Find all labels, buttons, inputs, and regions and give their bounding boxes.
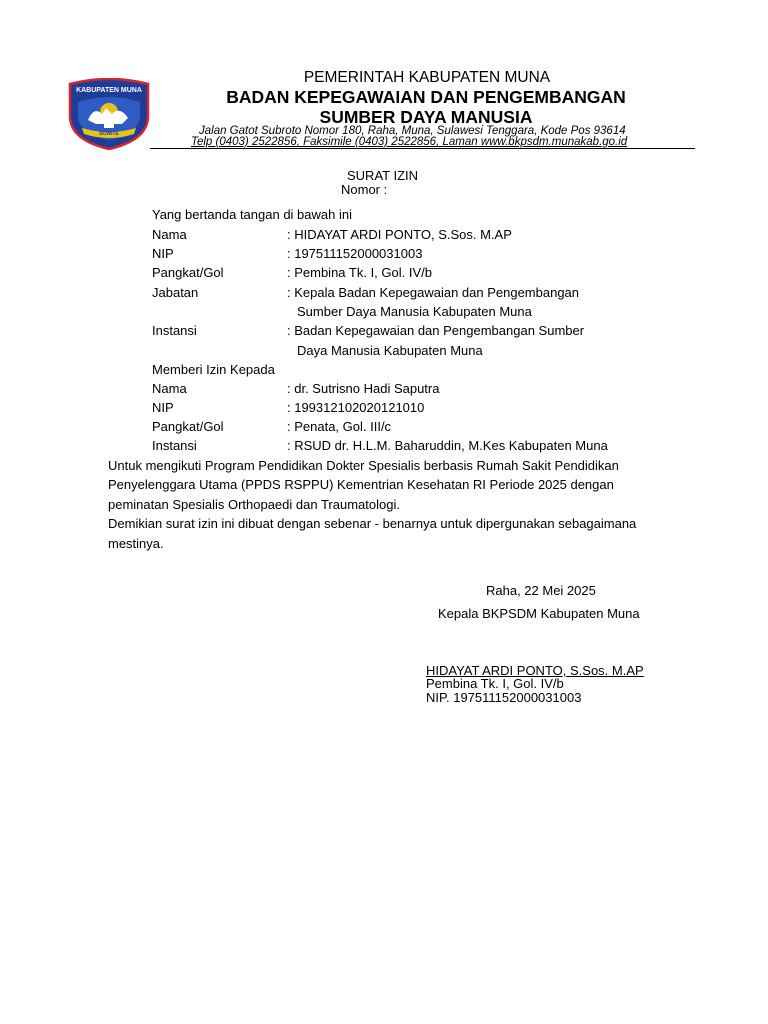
- body-paragraph-1-line-1: Untuk mengikuti Program Pendidikan Dokter Spesialis berbasis Rumah Sakit Pendidikan: [108, 458, 619, 473]
- grant-heading: Memberi Izin Kepada: [152, 362, 275, 377]
- svg-text:KABUPATEN MUNA: KABUPATEN MUNA: [76, 87, 142, 94]
- recipient-name-value: : dr. Sutrisno Hadi Saputra: [287, 381, 440, 396]
- header-contact: Telp (0403) 2522856, Faksimile (0403) 2522856, Laman www.bkpsdm.munakab.go.id: [191, 136, 628, 148]
- body-paragraph-1-line-2: Penyelenggara Utama (PPDS RSPPU) Kementrian Kesehatan RI Periode 2025 dengan: [108, 477, 614, 492]
- signer-agency-value-cont: Daya Manusia Kabupaten Muna: [297, 343, 483, 358]
- intro-text: Yang bertanda tangan di bawah ini: [152, 207, 352, 222]
- signer-position-value-cont: Sumber Daya Manusia Kabupaten Muna: [297, 304, 532, 319]
- recipient-nip-label: NIP: [152, 400, 174, 415]
- signer-rank-value: : Pembina Tk. I, Gol. IV/b: [287, 265, 432, 280]
- signer-nip-label: NIP: [152, 246, 174, 261]
- signer-position-label: Jabatan: [152, 285, 199, 300]
- signer-agency-value: : Badan Kepegawaian dan Pengembangan Sumber: [287, 323, 585, 338]
- recipient-nip-value: : 199312102020121010: [287, 400, 425, 415]
- signer-agency-label: Instansi: [152, 323, 197, 338]
- signature-rank: Pembina Tk. I, Gol. IV/b: [426, 676, 564, 691]
- recipient-agency-label: Instansi: [152, 438, 197, 453]
- signer-position-title: Kepala BKPSDM Kabupaten Muna: [438, 606, 640, 621]
- header-agency-line1: BADAN KEPEGAWAIAN DAN PENGEMBANGAN: [226, 87, 626, 107]
- header-government: PEMERINTAH KABUPATEN MUNA: [303, 69, 551, 86]
- header-divider: [150, 148, 695, 149]
- recipient-agency-value: : RSUD dr. H.L.M. Baharuddin, M.Kes Kabupaten Muna: [287, 438, 608, 453]
- signer-name-label: Nama: [152, 227, 187, 242]
- recipient-rank-label: Pangkat/Gol: [152, 419, 224, 434]
- header-agency-line2: SUMBER DAYA MANUSIA: [319, 107, 533, 127]
- letter-number: Nomor :: [341, 182, 388, 197]
- recipient-rank-value: : Penata, Gol. III/c: [287, 419, 392, 434]
- recipient-name-label: Nama: [152, 381, 187, 396]
- signer-position-value: : Kepala Badan Kepegawaian dan Pengembangan: [287, 285, 580, 300]
- signer-rank-label: Pangkat/Gol: [152, 265, 224, 280]
- body-paragraph-2-line-1: Demikian surat izin ini dibuat dengan sebenar - benarnya untuk dipergunakan sebagaimana: [108, 516, 637, 531]
- body-paragraph-2-line-2: mestinya.: [108, 536, 164, 551]
- letter-title: SURAT IZIN: [347, 168, 419, 183]
- svg-text:SOWITE: SOWITE: [99, 131, 119, 137]
- header-address: Jalan Gatot Subroto Nomor 180, Raha, Muna, Sulawesi Tenggara, Kode Pos 93614: [199, 125, 626, 137]
- signature-nip: NIP. 197511152000031003: [426, 690, 582, 705]
- place-date: Raha, 22 Mei 2025: [486, 583, 596, 598]
- body-paragraph-1-line-3: peminatan Spesialis Orthopaedi dan Traumatologi.: [108, 497, 400, 512]
- signature-name: HIDAYAT ARDI PONTO, S.Sos. M.AP: [426, 663, 644, 678]
- signer-name-value: : HIDAYAT ARDI PONTO, S.Sos. M.AP: [287, 227, 512, 242]
- signer-nip-value: : 197511152000031003: [287, 246, 423, 261]
